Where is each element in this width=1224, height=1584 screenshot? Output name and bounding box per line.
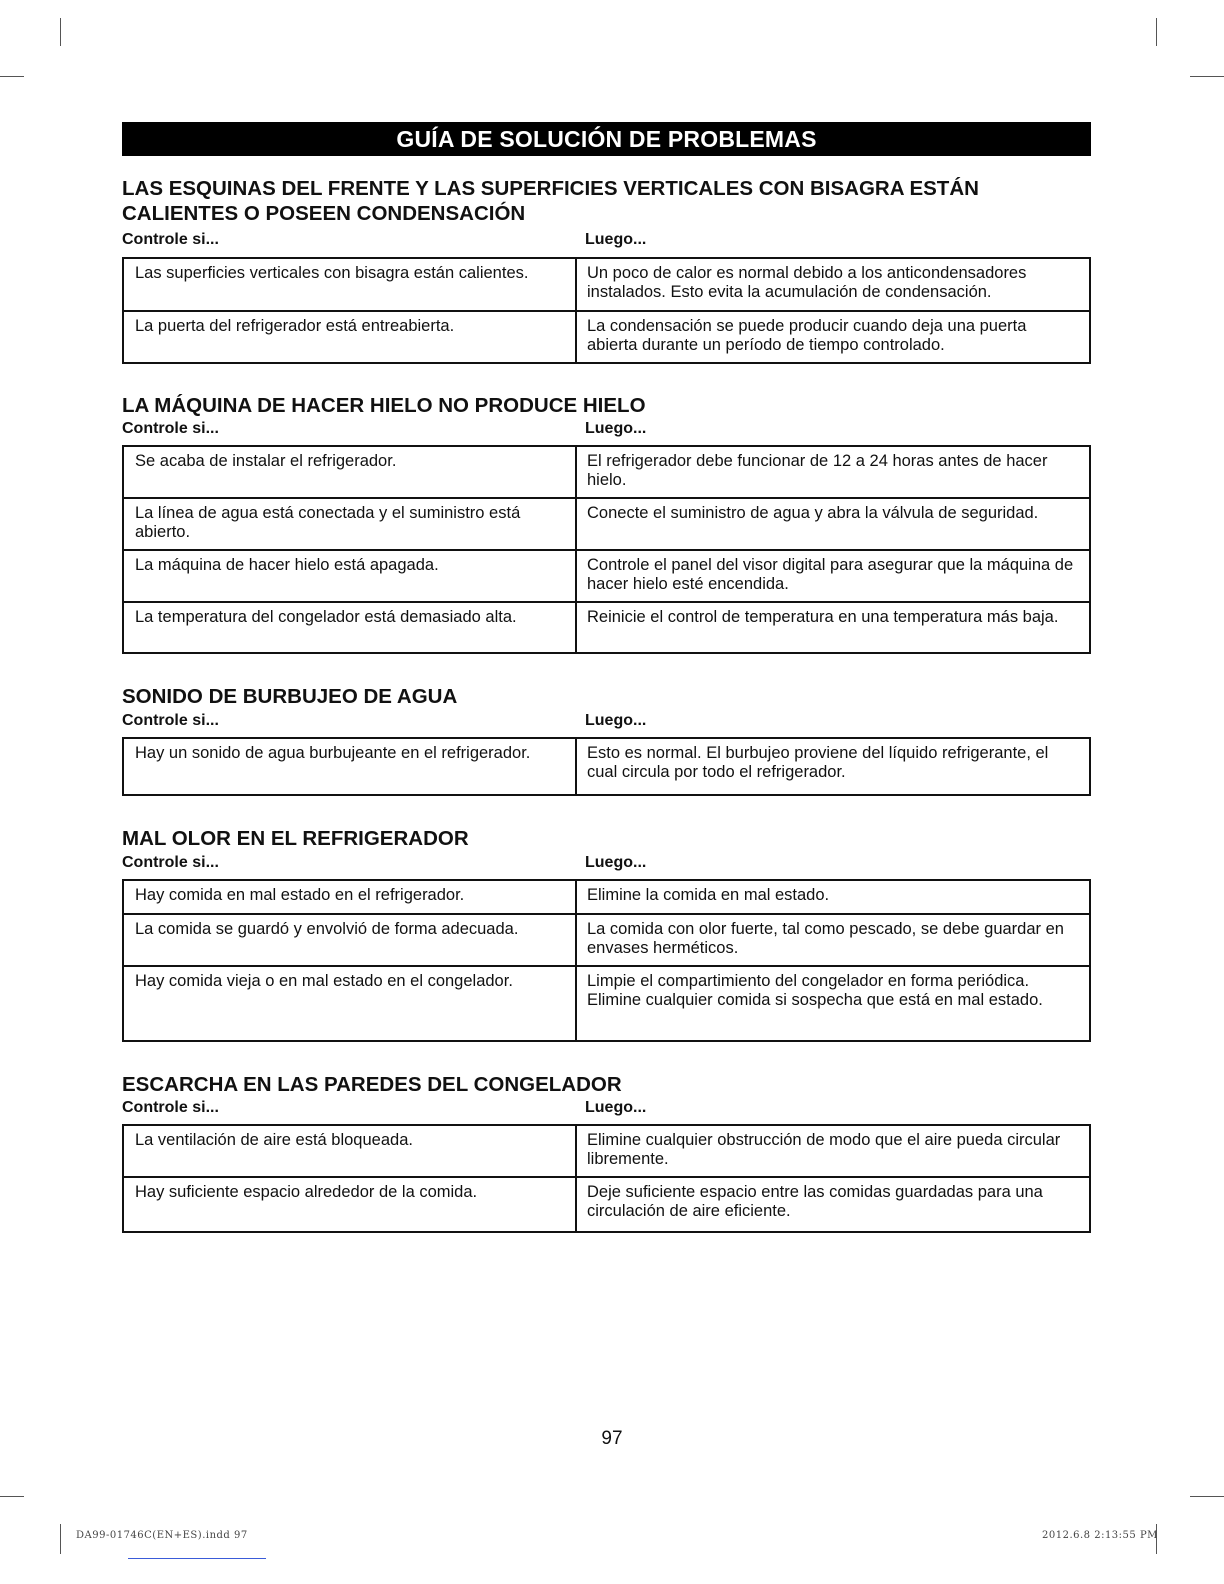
crop-mark [1156, 18, 1157, 46]
page-number: 97 [601, 1428, 623, 1449]
check-cell: Se acaba de instalar el refrigerador. [123, 446, 576, 498]
troubleshoot-section [122, 684, 1091, 796]
table-row [123, 311, 1090, 363]
check-cell: Hay un sonido de agua burbujeante en el refrigerador. [123, 738, 576, 795]
check-cell: Hay comida vieja o en mal estado en el congelador. [123, 966, 576, 1041]
section-title: MAL OLOR EN EL REFRIGERADOR [122, 827, 469, 850]
then-column-header: Luego... [585, 231, 647, 248]
section-title: ESCARCHA EN LAS PAREDES DEL CONGELADOR [122, 1073, 622, 1096]
column-headers [122, 712, 1091, 734]
then-cell: La condensación se puede producir cuando deja una puerta abierta durante un período de tiempo controlado. [576, 311, 1090, 363]
troubleshoot-section [122, 176, 1091, 364]
column-headers [122, 854, 1091, 876]
crop-mark [1190, 76, 1224, 77]
troubleshoot-section [122, 393, 1091, 654]
then-cell: Controle el panel del visor digital para asegurar que la máquina de hacer hielo esté encendida. [576, 550, 1090, 602]
section-title: SONIDO DE BURBUJEO DE AGUA [122, 685, 458, 708]
then-cell: El refrigerador debe funcionar de 12 a 24 horas antes de hacer hielo. [576, 446, 1090, 498]
section-title: LA MÁQUINA DE HACER HIELO NO PRODUCE HIELO [122, 394, 646, 417]
troubleshoot-table [122, 879, 1091, 1042]
check-cell: Hay comida en mal estado en el refrigerador. [123, 880, 576, 914]
troubleshoot-section [122, 826, 1091, 1042]
table-row [123, 258, 1090, 311]
table-row [123, 550, 1090, 602]
then-column-header: Luego... [585, 854, 647, 871]
table-row [123, 498, 1090, 550]
then-cell: Esto es normal. El burbujeo proviene del líquido refrigerante, el cual circula por todo el refrigerador. [576, 738, 1090, 795]
check-cell: La línea de agua está conectada y el suministro está abierto. [123, 498, 576, 550]
troubleshoot-table [122, 257, 1091, 364]
then-column-header: Luego... [585, 712, 647, 729]
page-title: GUÍA DE SOLUCIÓN DE PROBLEMAS [122, 122, 1091, 156]
table-row [123, 446, 1090, 498]
check-cell: La temperatura del congelador está demasiado alta. [123, 602, 576, 653]
check-cell: La comida se guardó y envolvió de forma adecuada. [123, 914, 576, 966]
section-title: LAS ESQUINAS DEL FRENTE Y LAS SUPERFICIES VERTICALES CON BISAGRA ESTÁN CALIENTES O POSEEN CONDENSACIÓN [122, 177, 979, 225]
table-row [123, 966, 1090, 1041]
check-column-header: Controle si... [122, 854, 219, 871]
then-cell: Elimine la comida en mal estado. [576, 880, 1090, 914]
crop-mark [0, 76, 24, 77]
check-cell: Hay suficiente espacio alrededor de la comida. [123, 1177, 576, 1232]
troubleshoot-section [122, 1072, 1091, 1233]
then-cell: Limpie el compartimiento del congelador en forma periódica. Elimine cualquier comida si sospecha que está en mal estado. [576, 966, 1090, 1041]
table-row [123, 1125, 1090, 1177]
table-row [123, 1177, 1090, 1232]
then-cell: Elimine cualquier obstrucción de modo que el aire pueda circular libremente. [576, 1125, 1090, 1177]
table-row [123, 914, 1090, 966]
crop-mark [60, 18, 61, 46]
crop-mark [0, 1496, 24, 1497]
check-cell: La máquina de hacer hielo está apagada. [123, 550, 576, 602]
column-headers [122, 420, 1091, 442]
table-row [123, 602, 1090, 653]
then-cell: La comida con olor fuerte, tal como pescado, se debe guardar en envases herméticos. [576, 914, 1090, 966]
troubleshoot-table [122, 737, 1091, 796]
check-cell: Las superficies verticales con bisagra están calientes. [123, 258, 576, 311]
check-column-header: Controle si... [122, 420, 219, 437]
footer-file-info: DA99-01746C(EN+ES).indd 97 [76, 1530, 248, 1541]
check-column-header: Controle si... [122, 231, 219, 248]
crop-mark [1190, 1496, 1224, 1497]
table-row [123, 880, 1090, 914]
footer-timestamp: 2012.6.8 2:13:55 PM [1042, 1530, 1158, 1541]
then-cell: Reinicie el control de temperatura en una temperatura más baja. [576, 602, 1090, 653]
check-cell: La ventilación de aire está bloqueada. [123, 1125, 576, 1177]
table-row [123, 738, 1090, 795]
check-cell: La puerta del refrigerador está entreabierta. [123, 311, 576, 363]
check-column-header: Controle si... [122, 712, 219, 729]
then-cell: Conecte el suministro de agua y abra la válvula de seguridad. [576, 498, 1090, 550]
troubleshoot-table [122, 1124, 1091, 1233]
column-headers [122, 231, 1091, 253]
then-cell: Deje suficiente espacio entre las comidas guardadas para una circulación de aire eficiente. [576, 1177, 1090, 1232]
check-column-header: Controle si... [122, 1099, 219, 1116]
column-headers [122, 1099, 1091, 1121]
then-column-header: Luego... [585, 420, 647, 437]
footer-underline [128, 1558, 266, 1559]
crop-mark [60, 1524, 61, 1554]
then-cell: Un poco de calor es normal debido a los anticondensadores instalados. Esto evita la acumulación de condensación. [576, 258, 1090, 311]
troubleshoot-table [122, 445, 1091, 654]
then-column-header: Luego... [585, 1099, 647, 1116]
